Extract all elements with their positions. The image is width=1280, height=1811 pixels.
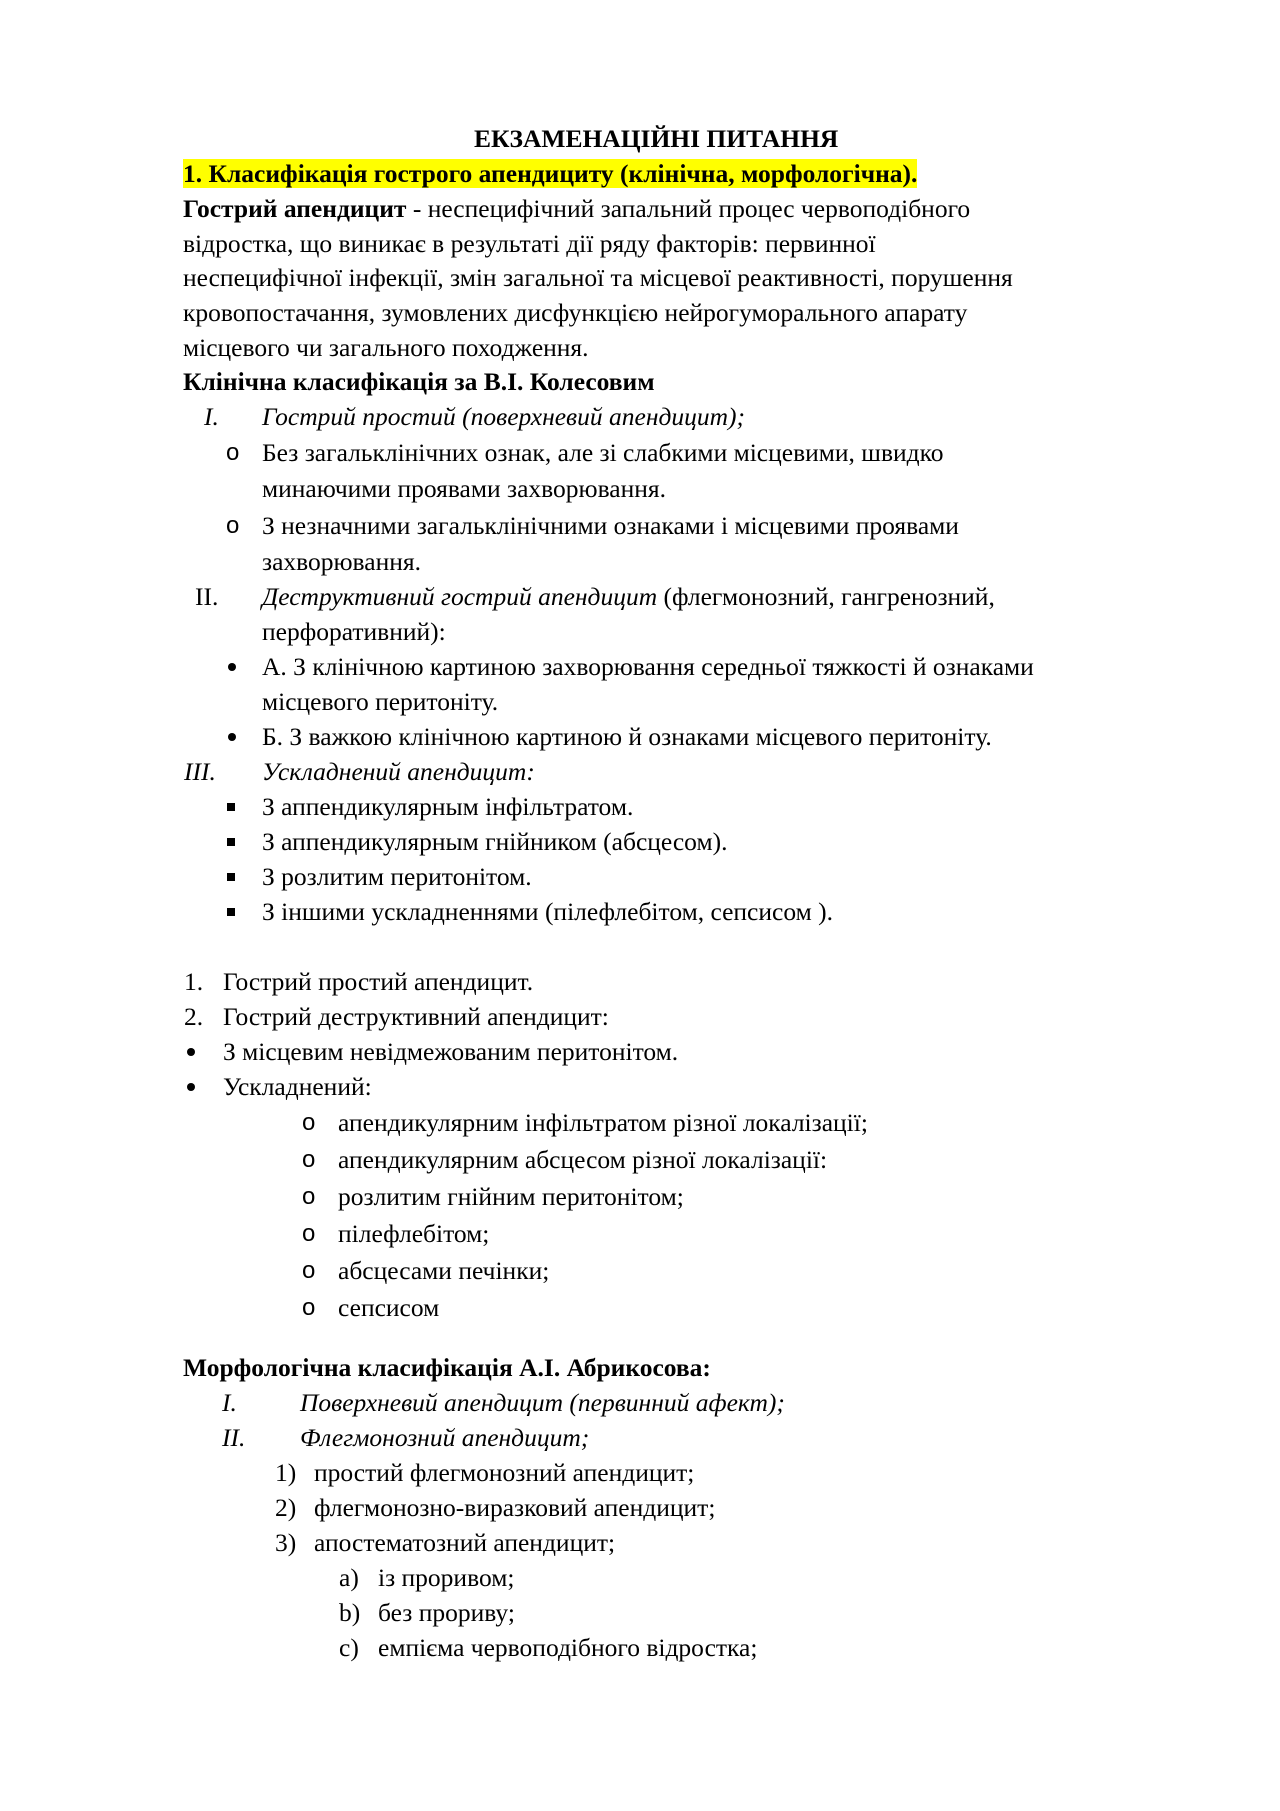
clinical-item-3-number: III. — [184, 757, 216, 786]
second-list-bullet-2-dot — [187, 1083, 195, 1091]
clinical-item-1-sub-1-line-1: Без загальклінічних ознак, але зі слабкими місцевими, швидко — [262, 438, 944, 467]
second-list-item-1: Гострий простий апендицит. — [223, 967, 534, 996]
second-list-bullet-1: З місцевим невідмежованим перитонітом. — [223, 1037, 679, 1066]
second-list-sub-2: апендикулярним абсцесом різної локалізації: — [338, 1145, 828, 1174]
clinical-item-1-number: I. — [204, 402, 219, 431]
document-title: ЕКЗАМЕНАЦІЙНІ ПИТАННЯ — [474, 124, 839, 153]
morph-item-1-number: I. — [222, 1388, 237, 1417]
second-list-sub-5: абсцесами печінки; — [338, 1256, 550, 1285]
second-list-item-1-number: 1. — [184, 967, 204, 996]
clinical-item-2-sub-2-bullet — [228, 733, 236, 741]
second-list-sub-6: сепсисом — [338, 1293, 440, 1322]
second-list-sub-1-marker: o — [302, 1109, 316, 1136]
second-list-sub-3-marker: o — [302, 1183, 316, 1210]
second-list-sub-4-marker: o — [302, 1220, 316, 1247]
second-list-sub-6-marker: o — [302, 1294, 316, 1321]
second-list-sub-5-marker: o — [302, 1257, 316, 1284]
morph-numbered-1: простий флегмонозний апендицит; — [314, 1458, 695, 1487]
second-list-item-2-number: 2. — [184, 1002, 204, 1031]
clinical-item-2-sub-2-line-1: Б. З важкою клінічною картиною й ознаками місцевого перитоніту. — [262, 722, 992, 751]
second-list-sub-3: розлитим гнійним перитонітом; — [338, 1182, 684, 1211]
clinical-item-3-sub-2: З аппендикулярным гнійником (абсцесом). — [262, 827, 728, 856]
question-heading — [183, 159, 917, 189]
definition-term: Гострий апендицит — [183, 194, 407, 223]
clinical-item-2-sub-1-line-2: місцевого перитоніту. — [262, 687, 499, 716]
morph-heading: Морфологічна класифікація А.І. Абрикосова: — [183, 1353, 711, 1382]
clinical-item-3-sub-4: З іншими ускладненнями (пілефлебітом, сепсисом ). — [262, 897, 833, 926]
second-list-sub-2-marker: o — [302, 1146, 316, 1173]
clinical-item-2-sub-1-line-1: А. З клінічною картиною захворювання середньої тяжкості й ознаками — [262, 652, 1034, 681]
definition-line-1: Гострий апендицит - неспецифічний запальний процес червоподібного — [183, 194, 971, 223]
clinical-item-1-sub-1-marker: o — [226, 439, 240, 466]
clinical-item-1-sub-2-marker: o — [226, 512, 240, 539]
clinical-item-1-sub-2-line-1: З незначними загальклінічними ознаками і місцевими проявами — [262, 511, 959, 540]
morph-numbered-2: флегмонозно-виразковий апендицит; — [314, 1493, 716, 1522]
clinical-item-1-sub-2-line-2: захворювання. — [262, 547, 421, 576]
clinical-item-3-sub-3: З розлитим перитонітом. — [262, 862, 532, 891]
morph-numbered-1-number: 1) — [275, 1458, 297, 1487]
second-list-sub-1: апендикулярним інфільтратом різної локалізації; — [338, 1108, 868, 1137]
clinical-item-1-sub-1-line-2: минаючими проявами захворювання. — [262, 474, 667, 503]
morph-lettered-b: без прориву; — [378, 1598, 515, 1627]
morph-numbered-3: апостематозний апендицит; — [314, 1528, 616, 1557]
second-list-bullet-2: Ускладнений: — [223, 1072, 372, 1101]
morph-item-2: Флегмонозний апендицит; — [300, 1423, 590, 1452]
definition-line-3: неспецифічної інфекції, змін загальної та місцевої реактивності, порушення — [183, 263, 1013, 292]
clinical-item-3-sub-1: З аппендикулярным інфільтратом. — [262, 792, 634, 821]
clinical-item-3-sub-3-bullet — [227, 873, 235, 881]
morph-item-2-number: II. — [222, 1423, 246, 1452]
clinical-item-1-text: Гострий простий (поверхневий апендицит); — [262, 402, 746, 431]
morph-lettered-c-label: c) — [339, 1633, 359, 1662]
clinical-heading: Клінічна класифікація за В.І. Колесовим — [183, 367, 655, 396]
clinical-item-2-number: II. — [195, 582, 219, 611]
clinical-item-2-sub-1-bullet — [228, 663, 236, 671]
clinical-item-2-text: Деструктивний гострий апендицит (флегмонозний, гангренозний, — [262, 582, 995, 611]
morph-item-1: Поверхневий апендицит (первинний афект); — [300, 1388, 785, 1417]
clinical-item-3-text: Ускладнений апендицит: — [262, 757, 535, 786]
morph-lettered-a: із проривом; — [378, 1563, 515, 1592]
clinical-item-2-text-line-2: перфоративний): — [262, 617, 446, 646]
morph-numbered-3-number: 3) — [275, 1528, 297, 1557]
second-list-item-2: Гострий деструктивний апендицит: — [223, 1002, 609, 1031]
definition-line-2: відростка, що виникає в результаті дії ряду факторів: первинної — [183, 229, 876, 258]
clinical-item-3-sub-4-bullet — [227, 908, 235, 916]
morph-lettered-b-label: b) — [339, 1598, 361, 1627]
question-highlight: 1. Класифікація гострого апендициту (клінічна, морфологічна). — [183, 159, 918, 188]
definition-line-4: кровопостачання, зумовлених дисфункцією нейрогуморального апарату — [183, 298, 968, 327]
morph-lettered-a-label: a) — [339, 1563, 359, 1592]
morph-lettered-c: емпієма червоподібного відростка; — [378, 1633, 758, 1662]
morph-numbered-2-number: 2) — [275, 1493, 297, 1522]
clinical-item-3-sub-1-bullet — [227, 803, 235, 811]
clinical-item-3-sub-2-bullet — [227, 838, 235, 846]
definition-line-5: місцевого чи загального походження. — [183, 333, 589, 362]
second-list-sub-4: пілефлебітом; — [338, 1219, 490, 1248]
second-list-bullet-1-dot — [187, 1048, 195, 1056]
